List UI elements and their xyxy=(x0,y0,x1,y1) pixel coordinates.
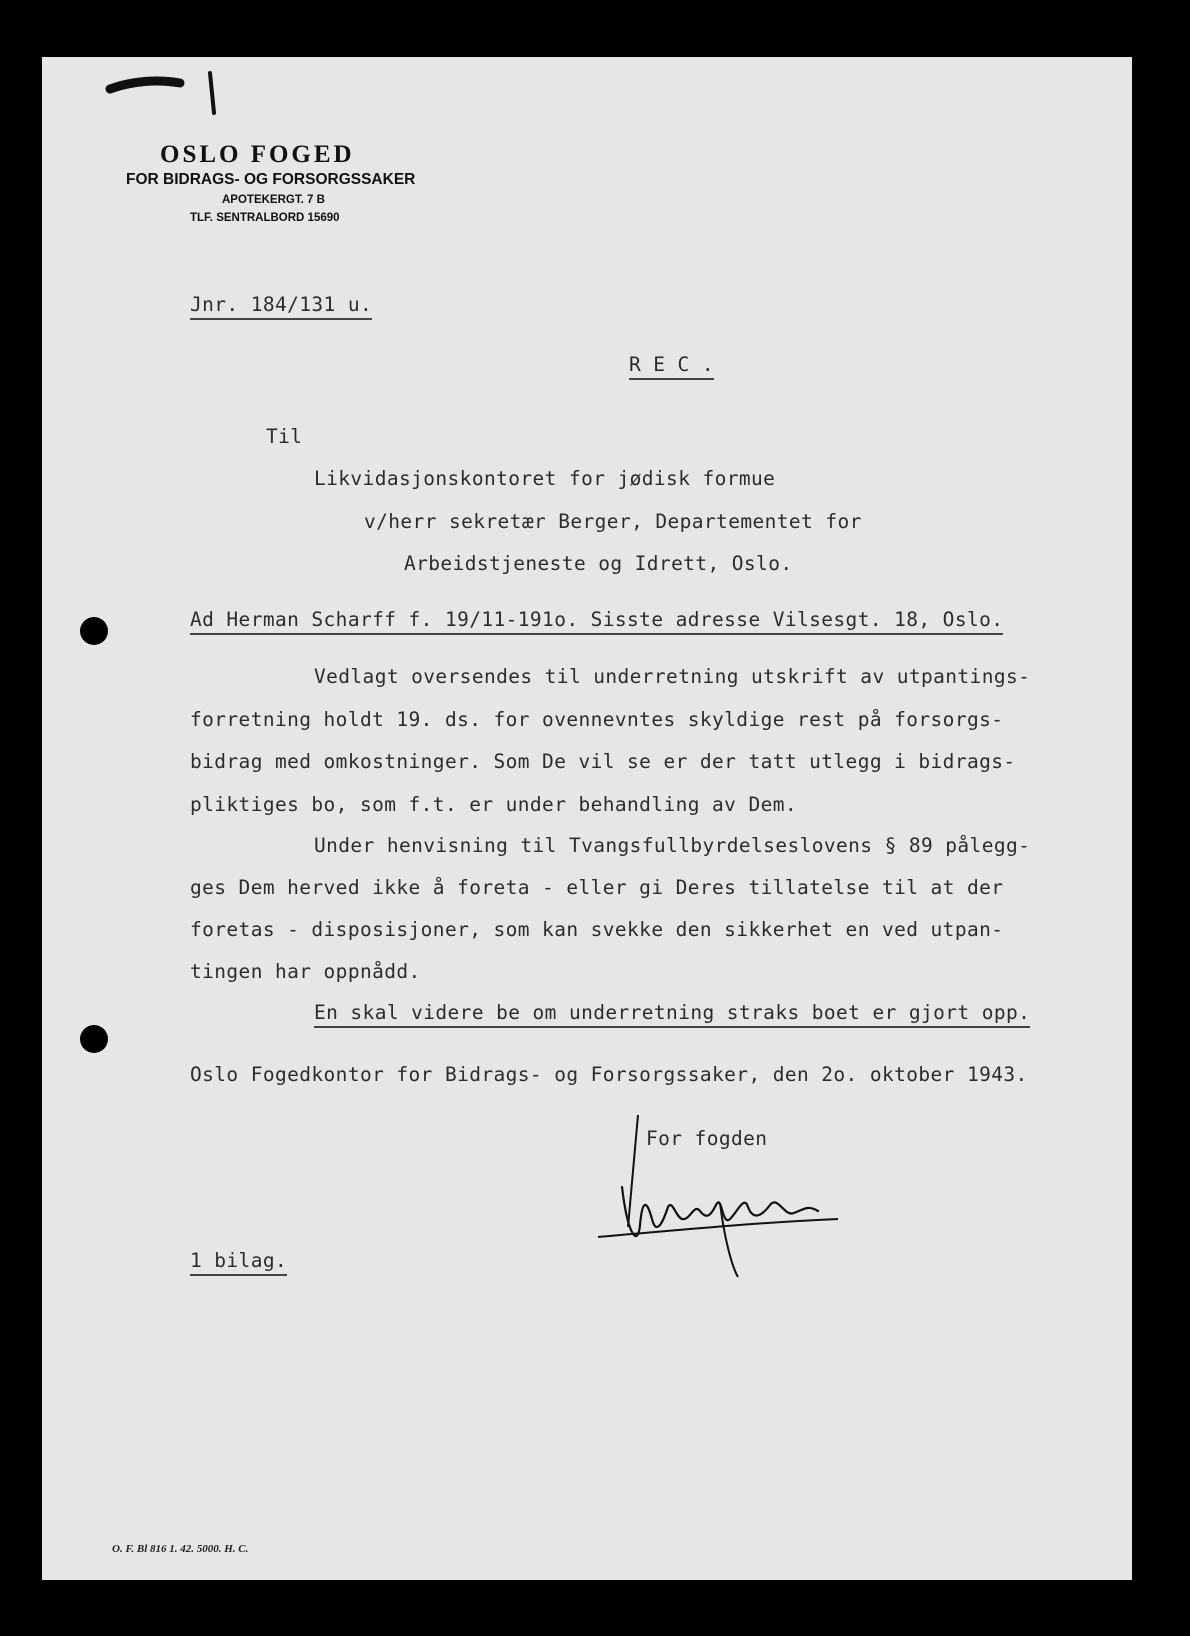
letter-page xyxy=(42,57,1132,1580)
registered-marking: R E C . xyxy=(629,353,714,380)
letterhead-office: OSLO FOGED xyxy=(160,141,355,168)
form-code: O. F. Bl 816 1. 42. 5000. H. C. xyxy=(112,1543,249,1555)
ink-mark xyxy=(102,67,222,127)
recipient-line3: Arbeidstjeneste og Idrett, Oslo. xyxy=(404,552,793,575)
body-p1-line2: forretning holdt 19. ds. for ovennevntes skyldige rest på forsorgs- xyxy=(190,708,1004,731)
letterhead-division: FOR BIDRAGS- OG FORSORGSSAKER xyxy=(126,171,416,188)
dateline: Oslo Fogedkontor for Bidrags- og Forsorgssaker, den 2o. oktober 1943. xyxy=(190,1063,1028,1086)
enclosure-note: 1 bilag. xyxy=(190,1249,287,1276)
recipient-line1: Likvidasjonskontoret for jødisk formue xyxy=(314,467,776,490)
body-p2-line1: Under henvisning til Tvangsfullbyrdelseslovens § 89 pålegg- xyxy=(314,834,1031,857)
body-p1-line4: pliktiges bo, som f.t. er under behandling av Dem. xyxy=(190,793,797,816)
body-p2-line3: foretas - disposisjoner, som kan svekke den sikkerhet en ved utpan- xyxy=(190,918,1004,941)
body-p2-line2: ges Dem herved ikke å foreta - eller gi Deres tillatelse til at der xyxy=(190,876,1004,899)
body-p3: En skal videre be om underretning straks boet er gjort opp. xyxy=(314,1001,1030,1028)
punch-hole-lower xyxy=(80,1025,108,1053)
punch-hole-upper xyxy=(80,617,108,645)
body-p1-line1: Vedlagt oversendes til underretning utskrift av utpantings- xyxy=(314,665,1031,688)
letterhead-phone: TLF. SENTRALBORD 15690 xyxy=(190,212,340,224)
body-p1-line3: bidrag med omkostninger. Som De vil se er der tatt utlegg i bidrags- xyxy=(190,750,1016,773)
signature-label: For fogden xyxy=(646,1127,768,1150)
recipient-line2: v/herr sekretær Berger, Departementet for xyxy=(364,510,862,533)
subject-line: Ad Herman Scharff f. 19/11-191o. Sisste adresse Vilsesgt. 18, Oslo. xyxy=(190,608,1003,635)
body-p2-line4: tingen har oppnådd. xyxy=(190,960,421,983)
handwritten-signature xyxy=(598,1107,858,1287)
journal-reference: Jnr. 184/131 u. xyxy=(190,293,372,320)
letterhead-address: APOTEKERGT. 7 B xyxy=(222,194,325,206)
recipient-to-label: Til xyxy=(266,425,303,448)
